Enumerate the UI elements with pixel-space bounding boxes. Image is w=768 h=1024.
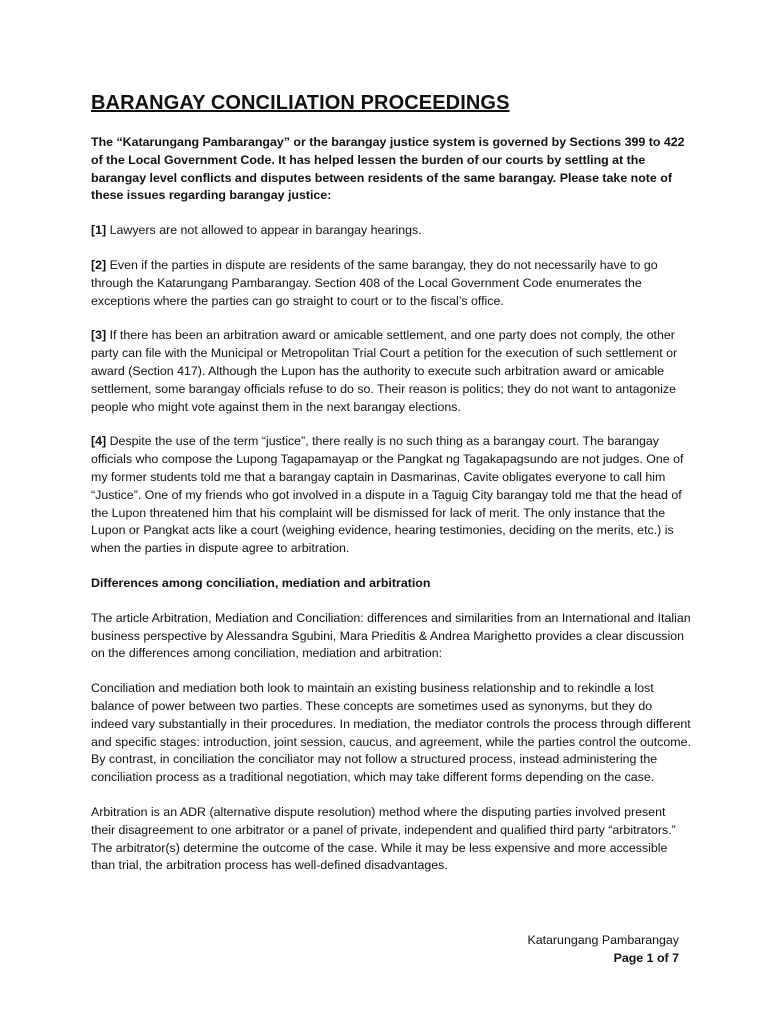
point-number: [4]	[91, 434, 107, 449]
point-3	[91, 327, 691, 416]
point-text: If there has been an arbitration award or amicable settlement, and one party does not comply, the other party can file with the Municipal or Metropolitan Trial Court a petition for the execution of such settlement or award (Section 417). Although the Lupon has the authority to execute such arbitration award or amicable settlement, some barangay officials refuse to do so. Their reason is politics; they do not want to antagonize people who might vote against them in the next barangay elections.	[91, 328, 678, 414]
page-number: Page 1 of 7	[613, 951, 679, 965]
point-number: [1]	[91, 223, 107, 238]
point-text: Even if the parties in dispute are residents of the same barangay, they do not necessarily have to go through the Katarungang Pambarangay. Section 408 of the Local Government Code enumerates the exceptions where the parties can go straight to court or to the fiscal’s office.	[91, 257, 658, 308]
intro-paragraph: The “Katarungang Pambarangay” or the barangay justice system is governed by Sections 399 to 422 of the Local Government Code. It has helped lessen the burden of our courts by settling at the barangay level conflicts and disputes between residents of the same barangay. Please take note of these issues regarding barangay justice:	[91, 135, 685, 203]
point-text: Despite the use of the term “justice”, there really is no such thing as a barangay court. The barangay officials who compose the Lupong Tagapamayap or the Pangkat ng Tagakapagsundo are not judges. One of my former students told me that a barangay captain in Dasmarinas, Cavite obligates everyone to call him “Justice”. One of my friends who got involved in a dispute in a Taguig City barangay told me that the head of the Lupon threatened him that his complaint will be dismissed for lack of merit. The only instance that the Lupon or Pangkat acts like a court (weighing evidence, hearing testimonies, deciding on the merits, etc.) is when the parties in dispute agree to arbitration.	[91, 434, 684, 556]
point-number: [3]	[91, 328, 107, 343]
point-4	[91, 433, 691, 558]
point-1	[91, 222, 691, 240]
body-paragraph: The article Arbitration, Mediation and Conciliation: differences and similarities from an International and Italian business perspective by Alessandra Sgubini, Mara Prieditis & Andrea Marighetto provides a clear discussion on the differences among conciliation, mediation and arbitration:	[91, 610, 691, 661]
running-title: Katarungang Pambarangay	[527, 933, 679, 947]
page-footer	[527, 931, 679, 967]
document-title: BARANGAY CONCILIATION PROCEEDINGS	[91, 92, 510, 114]
point-2	[91, 257, 691, 310]
body-paragraph: Conciliation and mediation both look to maintain an existing business relationship and to rekindle a lost balance of power between two parties. These concepts are sometimes used as synonyms, but they do indeed vary substantially in their procedures. In mediation, the mediator controls the process through different and specific stages: introduction, joint session, caucus, and agreement, while the parties control the outcome. By contrast, in conciliation the conciliator may not follow a structured process, instead administering the conciliation process as a traditional negotiation, which may take different forms depending on the case.	[91, 681, 691, 785]
body-paragraph: Arbitration is an ADR (alternative dispute resolution) method where the disputing parties involved present their disagreement to one arbitrator or a panel of private, independent and qualified third party “arbitrators.” The arbitrator(s) determine the outcome of the case. While it may be less expensive and more accessible than trial, the arbitration process has well-defined disadvantages.	[91, 804, 676, 873]
point-text: Lawyers are not allowed to appear in barangay hearings.	[109, 223, 422, 238]
point-number: [2]	[91, 257, 107, 272]
section-heading: Differences among conciliation, mediation and arbitration	[91, 575, 431, 590]
document-body	[91, 134, 691, 892]
